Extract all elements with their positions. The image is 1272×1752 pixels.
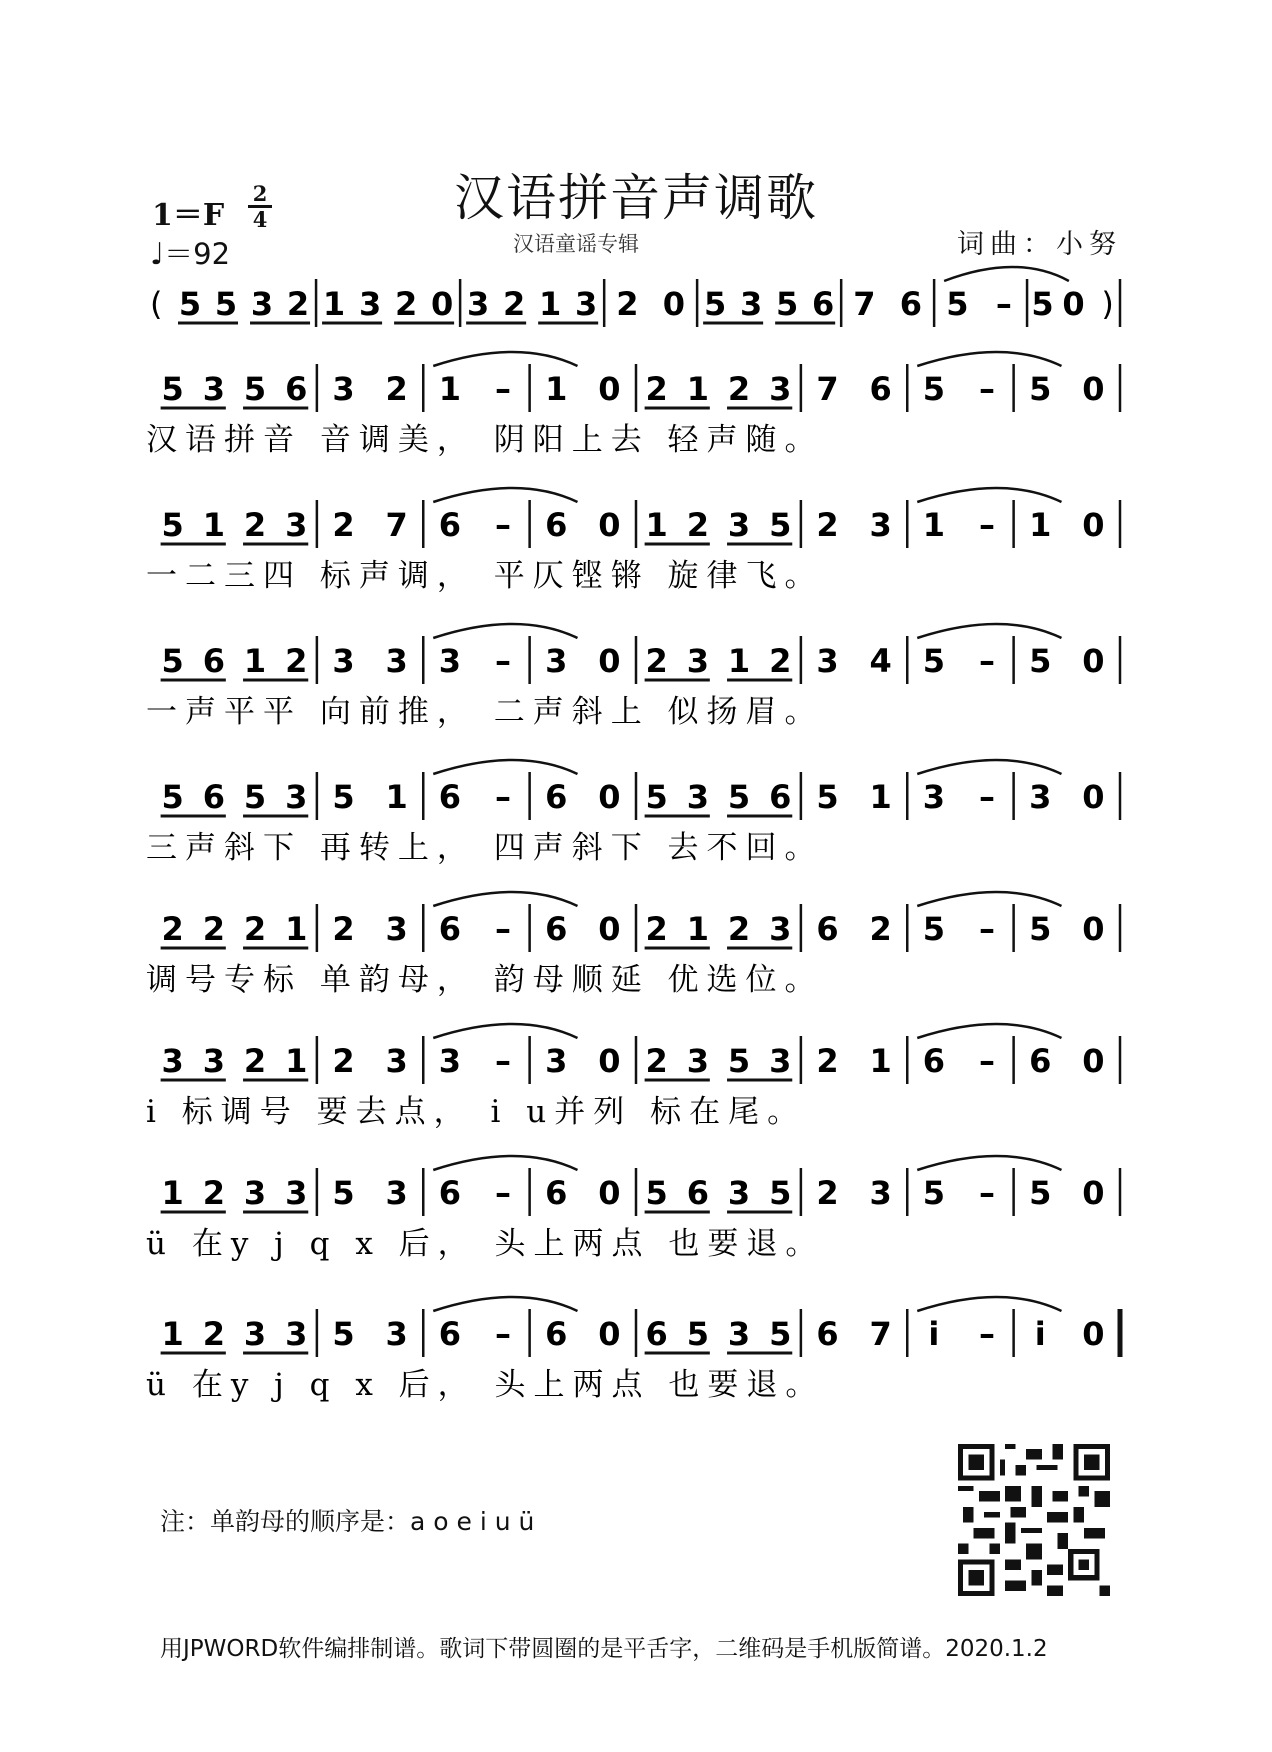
note-digit: 2: [769, 642, 792, 680]
note-digit: 5: [645, 778, 668, 816]
note-digit: 2: [645, 642, 668, 680]
note-digit: 3: [769, 1042, 792, 1080]
note-digit: 7: [853, 285, 876, 323]
note-digit: 3: [385, 642, 408, 680]
note-digit: 0: [598, 1042, 621, 1080]
note-digit: 6: [545, 1174, 568, 1212]
lyric-line: 一二三四 标声调， 平仄铿锵 旋律飞。: [146, 558, 824, 594]
note-digit: 1: [385, 778, 408, 816]
footer-text: 用JPWORD软件编排制谱。歌词下带圆圈的是平舌字，二维码是手机版简谱。2020.1.2: [160, 1636, 1048, 1662]
note-digit: 5: [161, 506, 184, 544]
lyric-line: i 标调号 要去点， i u并列 标在尾。: [146, 1094, 807, 1130]
note-digit: 0: [1082, 1174, 1105, 1212]
note-digit: 3: [438, 642, 461, 680]
note-digit: –: [495, 642, 512, 680]
key-signature: 1＝F: [152, 198, 225, 233]
note-digit: 6: [922, 1042, 945, 1080]
note-digit: 3: [727, 1315, 751, 1353]
note-digit: 3: [575, 285, 598, 323]
note-digit: 3: [727, 1174, 751, 1212]
note-digit: 2: [385, 370, 408, 408]
note-digit: 6: [202, 642, 225, 680]
note-digit: 3: [1029, 778, 1052, 816]
note-digit: 5: [1029, 1174, 1052, 1212]
note-digit: 3: [740, 285, 763, 323]
note-digit: 1: [869, 1042, 892, 1080]
note-digit: 0: [1062, 285, 1085, 323]
note-digit: 6: [816, 1315, 839, 1353]
note-digit: 1: [438, 370, 461, 408]
note-digit: 3: [769, 370, 792, 408]
note-digit: 6: [686, 1174, 709, 1212]
note-digit: 6: [438, 778, 461, 816]
note-digit: 5: [727, 778, 751, 816]
note-digit: 3: [686, 642, 709, 680]
note-digit: 0: [1082, 506, 1105, 544]
note-digit: 5: [922, 642, 945, 680]
note-digit: –: [495, 1174, 512, 1212]
note-digit: 6: [438, 506, 461, 544]
note-digit: 5: [816, 778, 839, 816]
note-digit: 5: [686, 1315, 709, 1353]
note-digit: 5: [214, 285, 238, 323]
note-digit: 3: [466, 285, 490, 323]
note-digit: 3: [545, 1042, 568, 1080]
note-digit: 0: [598, 778, 621, 816]
note-digit: 3: [869, 506, 892, 544]
note-digit: 6: [899, 285, 923, 323]
note-digit: 0: [598, 506, 621, 544]
note-digit: 1: [243, 642, 267, 680]
tempo-value: ＝92: [164, 237, 231, 271]
note-digit: 5: [776, 285, 799, 323]
note-digit: 3: [922, 778, 945, 816]
tie-arc: [433, 488, 577, 502]
quarter-note-icon: ♩: [150, 237, 165, 272]
note-digit: 1: [645, 506, 668, 544]
note-digit: 2: [727, 910, 751, 948]
note-digit: –: [979, 506, 996, 544]
note-digit: 1: [285, 910, 308, 948]
note-digit: –: [979, 642, 996, 680]
note-digit: –: [995, 285, 1012, 323]
note-digit: 5: [1029, 370, 1052, 408]
note-digit: 5: [769, 1174, 792, 1212]
note-digit: 2: [645, 370, 668, 408]
note-digit: 3: [285, 1315, 308, 1353]
note-digit: –: [979, 1174, 996, 1212]
note-digit: –: [495, 370, 512, 408]
note-digit: 5: [1029, 910, 1052, 948]
note-digit: 5: [1029, 642, 1052, 680]
note-digit: 3: [332, 642, 355, 680]
note-digit: 0: [598, 642, 621, 680]
paren-close: ): [1101, 285, 1114, 323]
note-digit: 3: [385, 1315, 408, 1353]
note-digit: 5: [161, 642, 184, 680]
note-digit: 4: [869, 642, 892, 680]
note-digit: 3: [769, 910, 792, 948]
note-digit: 3: [243, 1174, 267, 1212]
note-digit: 2: [332, 506, 355, 544]
note-digit: 3: [358, 285, 382, 323]
tie-arc: [433, 760, 577, 774]
note-digit: 7: [869, 1315, 892, 1353]
note-digit: –: [495, 778, 512, 816]
time-signature-bottom: 4: [252, 207, 268, 232]
note-digit: 6: [1029, 1042, 1052, 1080]
tie-arc: [944, 267, 1069, 281]
note-digit: 0: [598, 1174, 621, 1212]
tie-arc: [917, 1156, 1061, 1170]
note-digit: 3: [385, 1174, 408, 1212]
note-digit: 2: [202, 910, 225, 948]
lyric-line: ü 在y j q x 后， 头上两点 也要退。: [146, 1226, 825, 1262]
note-digit: 3: [243, 1315, 267, 1353]
tie-arc: [433, 1024, 577, 1038]
note-digit: 5: [243, 778, 267, 816]
tie-arc: [917, 488, 1061, 502]
note-digit: 7: [816, 370, 839, 408]
note-digit: 0: [1082, 910, 1105, 948]
note-digit: 5: [703, 285, 727, 323]
note-digit: 1: [161, 1315, 184, 1353]
note-digit: 1: [922, 506, 945, 544]
note-digit: 2: [202, 1174, 225, 1212]
note-digit: 0: [1082, 1042, 1105, 1080]
time-signature-top: 2: [252, 181, 268, 206]
note-digit: 0: [598, 1315, 621, 1353]
tie-arc: [917, 352, 1061, 366]
note-digit: 5: [946, 285, 969, 323]
note-digit: 3: [385, 1042, 408, 1080]
note-digit: 0: [598, 910, 621, 948]
note-digit: 1: [202, 506, 225, 544]
note-digit: 2: [286, 285, 310, 323]
qr-code-icon: [958, 1444, 1110, 1596]
note-digit: 3: [545, 642, 568, 680]
note-digit: 5: [178, 285, 202, 323]
note-digit: 3: [686, 1042, 709, 1080]
note-digit: 6: [769, 778, 792, 816]
note-digit: i: [1034, 1315, 1046, 1353]
note-digit: 2: [869, 910, 892, 948]
note-digit: 5: [161, 370, 184, 408]
tie-arc: [917, 760, 1061, 774]
note-digit: –: [979, 370, 996, 408]
note-digit: 2: [816, 506, 839, 544]
note-digit: 2: [686, 506, 709, 544]
note-digit: 2: [243, 910, 267, 948]
note-digit: 3: [285, 778, 308, 816]
lyric-line: 三声斜下 再转上， 四声斜下 去不回。: [146, 830, 824, 866]
note-digit: 3: [250, 285, 274, 323]
note-digit: 0: [1082, 370, 1105, 408]
note-digit: 6: [545, 778, 568, 816]
note-digit: 1: [161, 1174, 184, 1212]
note-digit: 2: [503, 285, 526, 323]
note-digit: 6: [202, 778, 225, 816]
note-digit: 1: [545, 370, 568, 408]
tie-arc: [917, 1024, 1061, 1038]
note-digit: 3: [285, 506, 308, 544]
footnote: 注：单韵母的顺序是：a o e i u ü: [160, 1507, 535, 1536]
note-digit: 1: [539, 285, 562, 323]
note-digit: 6: [438, 1315, 461, 1353]
note-digit: 3: [285, 1174, 308, 1212]
note-digit: 2: [243, 506, 267, 544]
note-digit: 2: [285, 642, 308, 680]
note-digit: 5: [332, 1174, 355, 1212]
note-digit: –: [495, 1315, 512, 1353]
note-digit: 6: [545, 910, 568, 948]
note-digit: –: [495, 1042, 512, 1080]
note-digit: –: [495, 910, 512, 948]
note-digit: 1: [285, 1042, 308, 1080]
lyric-line: 调号专标 单韵母， 韵母顺延 优选位。: [146, 962, 824, 998]
note-digit: 3: [816, 642, 839, 680]
note-digit: 5: [922, 370, 945, 408]
note-digit: 5: [332, 1315, 355, 1353]
tie-arc: [433, 624, 577, 638]
tie-arc: [433, 352, 577, 366]
note-digit: 5: [645, 1174, 668, 1212]
note-digit: 6: [645, 1315, 668, 1353]
note-digit: 5: [727, 1042, 751, 1080]
lyric-line: 一声平平 向前推， 二声斜上 似扬眉。: [146, 694, 824, 730]
tie-arc: [917, 624, 1061, 638]
note-digit: 1: [727, 642, 751, 680]
note-digit: 3: [869, 1174, 892, 1212]
note-digit: 5: [922, 1174, 945, 1212]
note-digit: 2: [616, 285, 639, 323]
note-digit: 5: [769, 1315, 792, 1353]
note-digit: 5: [1031, 285, 1054, 323]
note-digit: 6: [545, 1315, 568, 1353]
note-digit: 6: [812, 285, 835, 323]
note-digit: 5: [332, 778, 355, 816]
note-digit: –: [979, 1315, 996, 1353]
note-digit: 5: [243, 370, 267, 408]
tie-arc: [433, 892, 577, 906]
note-digit: 2: [243, 1042, 267, 1080]
note-digit: 2: [816, 1042, 839, 1080]
note-digit: 3: [385, 910, 408, 948]
note-digit: 2: [816, 1174, 839, 1212]
note-digit: i: [928, 1315, 940, 1353]
tie-arc: [917, 1297, 1061, 1311]
note-digit: 3: [161, 1042, 184, 1080]
note-digit: 2: [332, 1042, 355, 1080]
note-digit: 2: [332, 910, 355, 948]
tie-arc: [433, 1297, 577, 1311]
note-digit: 3: [202, 370, 225, 408]
note-digit: 0: [1082, 1315, 1105, 1353]
note-digit: 5: [161, 778, 184, 816]
note-digit: 5: [769, 506, 792, 544]
note-digit: 7: [385, 506, 408, 544]
tie-arc: [917, 892, 1061, 906]
composer-credit: 词曲：小努: [957, 229, 1122, 260]
note-digit: 5: [922, 910, 945, 948]
note-digit: 6: [438, 1174, 461, 1212]
note-digit: 1: [686, 910, 709, 948]
note-digit: 0: [598, 370, 621, 408]
song-title: 汉语拼音声调歌: [454, 169, 818, 227]
note-digit: 6: [545, 506, 568, 544]
note-digit: 3: [202, 1042, 225, 1080]
note-digit: 0: [430, 285, 454, 323]
note-digit: 3: [686, 778, 709, 816]
album-subtitle: 汉语童谣专辑: [513, 232, 639, 256]
note-digit: 3: [438, 1042, 461, 1080]
note-digit: –: [979, 778, 996, 816]
note-digit: 3: [727, 506, 751, 544]
note-digit: 6: [816, 910, 839, 948]
note-digit: 6: [285, 370, 308, 408]
note-digit: 1: [322, 285, 346, 323]
lyric-line: 汉语拼音 音调美， 阴阳上去 轻声随。: [146, 422, 824, 458]
note-digit: 1: [686, 370, 709, 408]
note-digit: 0: [1082, 778, 1105, 816]
note-digit: –: [979, 1042, 996, 1080]
note-digit: 2: [645, 1042, 668, 1080]
note-digit: 6: [869, 370, 892, 408]
note-digit: 0: [662, 285, 686, 323]
lyric-line: ü 在y j q x 后， 头上两点 也要退。: [146, 1367, 825, 1403]
note-digit: 2: [727, 370, 751, 408]
note-digit: 1: [1029, 506, 1052, 544]
note-digit: –: [495, 506, 512, 544]
note-digit: 0: [1082, 642, 1105, 680]
note-digit: 3: [332, 370, 355, 408]
tie-arc: [433, 1156, 577, 1170]
note-digit: 2: [161, 910, 184, 948]
note-digit: 2: [202, 1315, 225, 1353]
note-digit: 2: [645, 910, 668, 948]
paren-open: (: [150, 285, 163, 323]
note-digit: 1: [869, 778, 892, 816]
note-digit: 6: [438, 910, 461, 948]
note-digit: 2: [394, 285, 418, 323]
note-digit: –: [979, 910, 996, 948]
